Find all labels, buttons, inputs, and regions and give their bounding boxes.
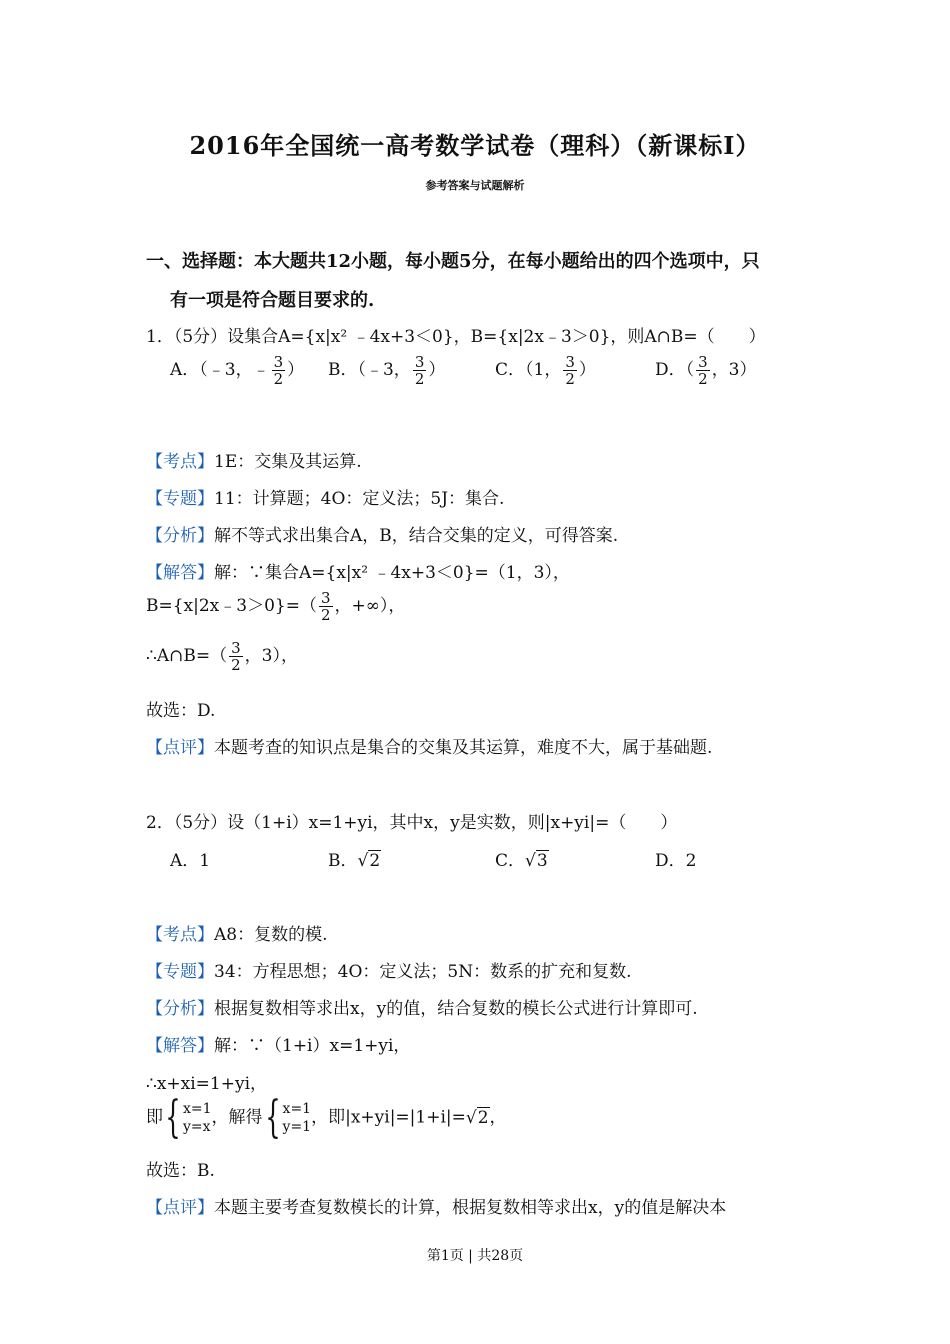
q1-option-c-pre: C．（1， xyxy=(495,360,562,380)
sqrt-radicand: 2 xyxy=(369,851,381,871)
q1-dianping xyxy=(146,733,712,758)
q1-option-b xyxy=(328,354,445,387)
q1-option-c xyxy=(495,354,596,387)
q2-option-b-pre: B． xyxy=(328,851,358,871)
q2-fenxi xyxy=(146,994,698,1019)
equation: y=1 xyxy=(282,1119,312,1135)
fraction-numerator: 3 xyxy=(273,353,284,371)
tag-kaodian: 【考点】 xyxy=(146,925,214,945)
sqrt xyxy=(466,1108,490,1128)
q2-dianping xyxy=(146,1193,726,1218)
tag-fenxi: 【分析】 xyxy=(146,999,214,1019)
fraction-numerator: 3 xyxy=(320,589,331,607)
q1-option-d-post: ，3） xyxy=(711,360,757,380)
left-brace: { xyxy=(165,1092,181,1143)
q1-choice: 故选：D. xyxy=(146,701,216,721)
q1-option-a xyxy=(170,354,304,387)
q2-solution-system xyxy=(146,1092,507,1143)
sqrt xyxy=(358,851,382,871)
fraction-denominator: 2 xyxy=(320,606,331,624)
page-title: 2016年全国统一高考数学试卷（理科）（新课标Ⅰ） xyxy=(189,131,761,160)
tag-fenxi: 【分析】 xyxy=(146,526,214,546)
fraction-denominator: 2 xyxy=(414,370,425,388)
q1-option-b-post: ） xyxy=(428,360,446,380)
q1-option-a-pre: A．（﹣3，﹣ xyxy=(170,360,270,380)
q1-solution-line-c xyxy=(146,640,298,673)
q2-jieda-text: 解：∵（1+i）x=1+yi， xyxy=(214,1036,411,1056)
q2-option-c-pre: C． xyxy=(495,851,526,871)
fraction-denominator: 2 xyxy=(565,370,575,388)
section-heading-line2: 有一项是符合题目要求的. xyxy=(170,290,375,311)
q1-option-d-pre: D．（ xyxy=(655,360,695,380)
sqrt-sign: √ xyxy=(525,851,536,871)
q1-kaodian-text: 1E：交集及其运算. xyxy=(214,452,362,472)
fraction xyxy=(563,354,577,387)
q2-comma: ， xyxy=(489,1107,507,1128)
page-subtitle: 参考答案与试题解析 xyxy=(425,179,525,192)
fraction-numerator: 3 xyxy=(414,353,425,371)
fraction-denominator: 2 xyxy=(698,370,708,388)
q2-kaodian xyxy=(146,920,328,945)
equation-system-1 xyxy=(183,1100,212,1136)
q1-line-c-pre: ∴A∩B=（ xyxy=(146,646,228,666)
tag-zhuanti: 【专题】 xyxy=(146,962,214,982)
sqrt-radicand: 2 xyxy=(477,1107,489,1128)
q1-option-d xyxy=(655,354,757,387)
q2-solution-line-b: ∴x+xi=1+yi， xyxy=(146,1074,268,1094)
q2-choice: 故选：B. xyxy=(146,1161,215,1181)
q1-line-b-pre: B={x|2x﹣3＞0}=（ xyxy=(146,596,317,616)
q1-solution-line-b xyxy=(146,590,405,623)
q2-option-b xyxy=(328,846,381,871)
tag-kaodian: 【考点】 xyxy=(146,452,214,472)
fraction-numerator: 3 xyxy=(698,353,708,371)
sqrt xyxy=(525,851,549,871)
q1-option-c-post: ） xyxy=(578,360,596,380)
tag-jieda: 【解答】 xyxy=(146,563,214,583)
q1-zhuanti-text: 11：计算题；4O：定义法；5J：集合. xyxy=(214,489,505,509)
tag-zhuanti: 【专题】 xyxy=(146,489,214,509)
equation: y=x xyxy=(183,1119,211,1135)
q1-line-c-post: ，3）， xyxy=(244,646,298,666)
q2-fenxi-text: 根据复数相等求出x，y的值，结合复数的模长公式进行计算即可. xyxy=(214,999,698,1019)
q1-fenxi-text: 解不等式求出集合A，B，结合交集的定义，可得答案. xyxy=(214,526,619,546)
tag-dianping: 【点评】 xyxy=(146,1198,214,1218)
section-heading-line1: 一、选择题：本大题共12小题，每小题5分，在每小题给出的四个选项中，只 xyxy=(146,251,760,272)
fraction xyxy=(319,590,333,623)
q1-line-b-post: ，+∞）， xyxy=(334,596,406,616)
q1-option-b-pre: B．（﹣3， xyxy=(328,360,411,380)
left-brace: { xyxy=(264,1092,281,1143)
q2-kaodian-text: A8：复数的模. xyxy=(214,925,328,945)
sqrt-sign: √ xyxy=(357,851,369,871)
sqrt-sign: √ xyxy=(465,1107,477,1128)
q1-kaodian xyxy=(146,447,362,472)
q2-option-a: A．1 xyxy=(170,851,211,871)
q2-stem: 2．（5分）设（1+i）x=1+yi，其中x，y是实数，则|x+yi|=（ ） xyxy=(146,813,678,833)
fraction xyxy=(696,354,710,387)
fraction-numerator: 3 xyxy=(565,353,575,371)
equation-system-2 xyxy=(283,1100,312,1136)
q1-zhuanti xyxy=(146,484,504,509)
q2-option-c xyxy=(495,846,549,871)
fraction xyxy=(229,640,243,673)
sqrt-radicand: 3 xyxy=(536,851,548,871)
q2-jieda xyxy=(146,1031,410,1056)
q2-ji-result: ，即|x+yi|=|1+i|= xyxy=(311,1107,466,1128)
fraction xyxy=(413,354,427,387)
q1-dianping-text: 本题考查的知识点是集合的交集及其运算，难度不大，属于基础题. xyxy=(214,738,713,758)
fraction xyxy=(272,354,286,387)
q2-option-d: D．2 xyxy=(655,851,697,871)
equation: x=1 xyxy=(282,1101,312,1117)
q1-jieda xyxy=(146,558,570,583)
fraction-denominator: 2 xyxy=(231,656,241,674)
q1-stem: 1．（5分）设集合A={x|x² ﹣4x+3＜0}，B={x|2x﹣3＞0}，则A∩B=（ ） xyxy=(146,327,766,347)
equation: x=1 xyxy=(183,1101,212,1117)
q1-jieda-text: 解：∵集合A={x|x² ﹣4x+3＜0}=（1，3）， xyxy=(214,563,570,583)
fraction-denominator: 2 xyxy=(273,370,284,388)
tag-dianping: 【点评】 xyxy=(146,738,214,758)
q2-dianping-text: 本题主要考查复数模长的计算，根据复数相等求出x，y的值是解决本 xyxy=(214,1198,727,1218)
q1-fenxi xyxy=(146,521,618,546)
q1-option-a-post: ） xyxy=(287,360,305,380)
q2-ji: 即 xyxy=(146,1107,163,1128)
q2-zhuanti-text: 34：方程思想；4O：定义法；5N：数系的扩充和复数. xyxy=(214,962,632,982)
q2-zhuanti xyxy=(146,957,631,982)
q2-jiede: ，解得 xyxy=(211,1107,263,1128)
tag-jieda: 【解答】 xyxy=(146,1036,214,1056)
fraction-numerator: 3 xyxy=(231,639,241,657)
page-footer: 第1页 | 共28页 xyxy=(426,1248,524,1264)
